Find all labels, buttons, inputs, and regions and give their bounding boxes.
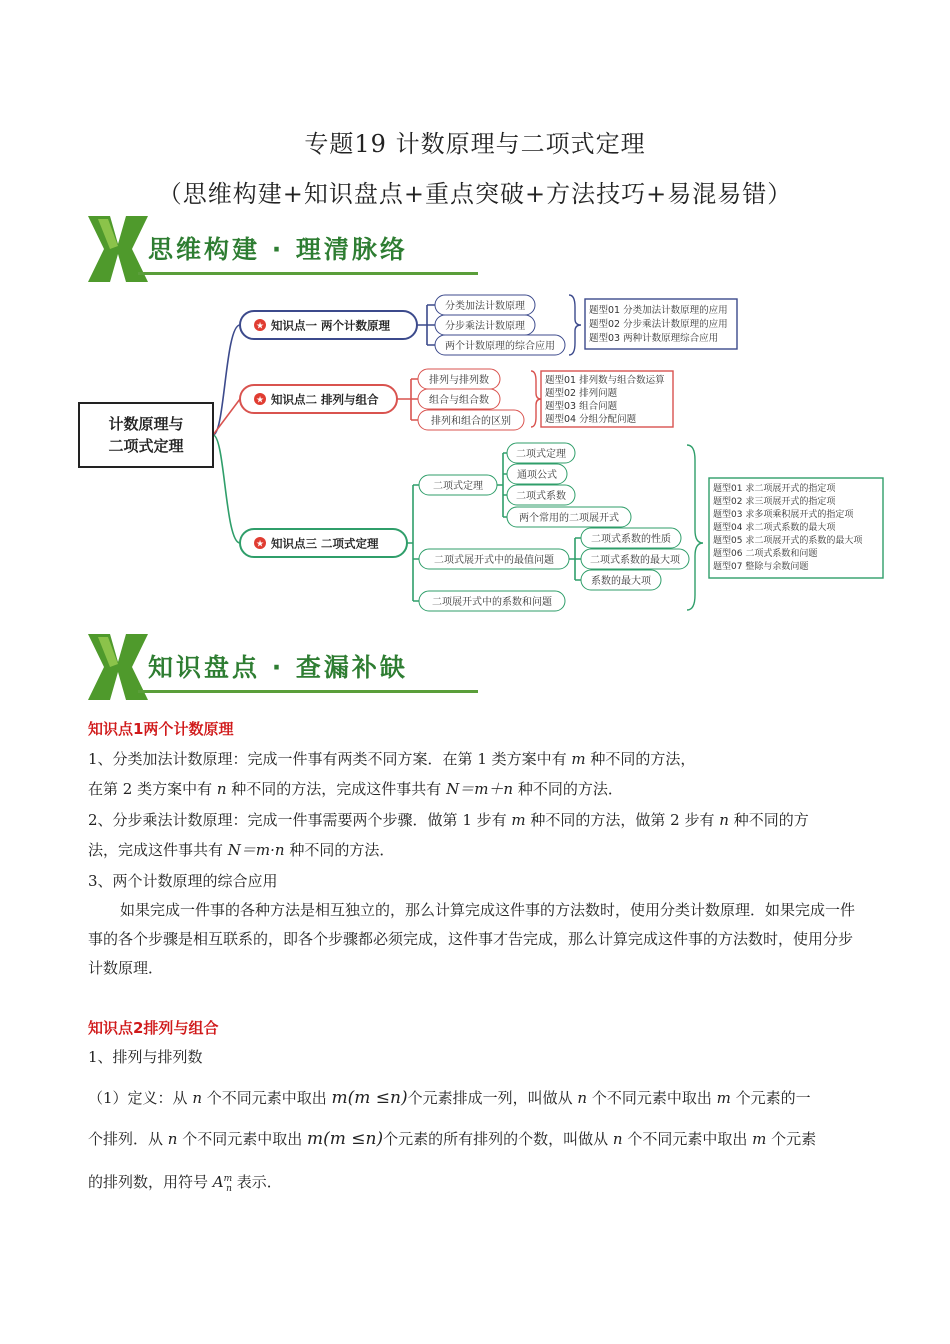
mm-k3-type-1: 题型01 求二项展开式的指定项 xyxy=(713,484,836,494)
para-addition-principle-cont: 在第 2 类方案中有 n 种不同的方法，完成这件事共有 N＝m＋n 种不同的方法． xyxy=(88,780,623,798)
mm-k3-type-2: 题型02 求三项展开式的指定项 xyxy=(713,497,836,507)
mm-k3-sub1-child-1: 二项式定理 xyxy=(516,449,566,460)
mm-k3-type-7: 题型07 整除与余数问题 xyxy=(713,562,809,572)
para-combined-body: 如果完成一件事的各种方法是相互独立的，那么计算完成这件事的方法数时，使用分类计数原理．如果完成一件事的各个步骤是相互联系的，即各个步骤都必须完成，这件事才告完成，那么计算完成这件事的方法数时，使用分步计数原理． xyxy=(88,901,856,977)
mm-k3-type-6: 题型06 二项式系数和问题 xyxy=(713,549,818,559)
mm-k1-title: 知识点一 两个计数原理 xyxy=(271,318,391,333)
mm-k3-sub1-child-2: 通项公式 xyxy=(517,470,557,481)
banner-underline xyxy=(138,272,478,275)
mm-k3-sub3: 二项展开式中的系数和问题 xyxy=(432,597,552,608)
mm-k3-sub1-child-4: 两个常用的二项展开式 xyxy=(519,513,619,524)
banner-underline xyxy=(138,690,478,693)
para-permutation-title: 1、排列与排列数 xyxy=(88,1048,203,1066)
mind-map xyxy=(75,285,895,620)
mm-k2-type-3: 题型03 组合问题 xyxy=(545,401,618,412)
mm-k1-type-3: 题型03 两种计数原理综合应用 xyxy=(589,333,719,344)
banner-knowledge-text: 知识盘点 · 查漏补缺 xyxy=(148,653,408,682)
mm-k3-type-4: 题型04 求二项式系数的最大项 xyxy=(713,523,836,533)
mm-k2-type-1: 题型01 排列数与组合数运算 xyxy=(545,375,665,386)
heading-knowledge-2: 知识点2排列与组合 xyxy=(88,1019,219,1037)
mm-k3-sub2-child-3: 系数的最大项 xyxy=(591,576,651,587)
permutation-symbol: $A^m_n$ xyxy=(212,1173,233,1194)
banner-knowledge xyxy=(88,634,478,700)
mm-k3-type-3: 题型03 求多项乘积展开式的指定项 xyxy=(713,510,854,520)
svg-text:★: ★ xyxy=(255,321,265,332)
mm-k3-sub1-child-3: 二项式系数 xyxy=(516,491,566,502)
mm-k3-sub2-child-1: 二项式系数的性质 xyxy=(591,534,671,545)
para-multiplication-principle-cont: 法，完成这件事共有 N＝m·n 种不同的方法． xyxy=(88,841,395,859)
doc-subtitle: （思维构建+知识盘点+重点突破+方法技巧+易混易错） xyxy=(157,180,793,208)
banner-mind-map xyxy=(88,216,478,282)
banner-mind-text: 思维构建 · 理清脉络 xyxy=(148,235,408,264)
para-permutation-def: （1）定义：从 n 个不同元素中取出 m(m ≤n)个元素排成一列，叫做从 n 个不同元素中取出 m 个元素的一 xyxy=(88,1088,811,1108)
mm-k1-sub-2: 分步乘法计数原理 xyxy=(445,321,525,332)
mm-k3-title: 知识点三 二项式定理 xyxy=(271,536,379,551)
mm-k3-sub1: 二项式定理 xyxy=(433,481,483,492)
mm-k1-sub-1: 分类加法计数原理 xyxy=(445,301,525,312)
mm-k3-type-5: 题型05 求二项展开式的系数的最大项 xyxy=(713,536,863,546)
para-combined-title: 3、两个计数原理的综合应用 xyxy=(88,872,278,890)
mm-k1-type-1: 题型01 分类加法计数原理的应用 xyxy=(589,305,728,316)
mm-root-line2: 二项式定理 xyxy=(108,437,184,455)
mm-k1-sub-3: 两个计数原理的综合应用 xyxy=(445,341,555,352)
mm-k2-sub-1: 排列与排列数 xyxy=(429,375,489,386)
mm-k1-type-2: 题型02 分步乘法计数原理的应用 xyxy=(589,319,728,330)
mm-k2-sub-2: 组合与组合数 xyxy=(429,395,489,406)
para-addition-principle: 1、分类加法计数原理：完成一件事有两类不同方案．在第 1 类方案中有 m 种不同的方法， xyxy=(88,750,696,768)
mm-k3-sub2-child-2: 二项式系数的最大项 xyxy=(590,555,680,566)
mm-k2-title: 知识点二 排列与组合 xyxy=(271,392,379,407)
mm-k3-sub2: 二项式展开式中的最值问题 xyxy=(434,555,554,566)
para-multiplication-principle: 2、分步乘法计数原理：完成一件事需要两个步骤．做第 1 步有 m 种不同的方法，做第 2 步有 n 种不同的方 xyxy=(88,811,809,829)
svg-text:★: ★ xyxy=(255,539,265,550)
para-permutation-def-cont: 个排列．从 n 个不同元素中取出 m(m ≤n)个元素的所有排列的个数，叫做从 n 个不同元素中取出 m 个元素 xyxy=(88,1129,817,1149)
heading-knowledge-1: 知识点1两个计数原理 xyxy=(88,720,234,738)
para-permutation-symbol: 的排列数，用符号 $A^m_n$ 表示． xyxy=(88,1173,282,1194)
svg-text:★: ★ xyxy=(255,395,265,406)
doc-title: 专题19 计数原理与二项式定理 xyxy=(304,130,646,158)
mm-k2-type-2: 题型02 排列问题 xyxy=(545,388,618,399)
mm-k2-type-4: 题型04 分组分配问题 xyxy=(545,414,637,425)
mm-k2-sub-3: 排列和组合的区别 xyxy=(431,416,511,427)
mm-root-line1: 计数原理与 xyxy=(108,415,184,433)
